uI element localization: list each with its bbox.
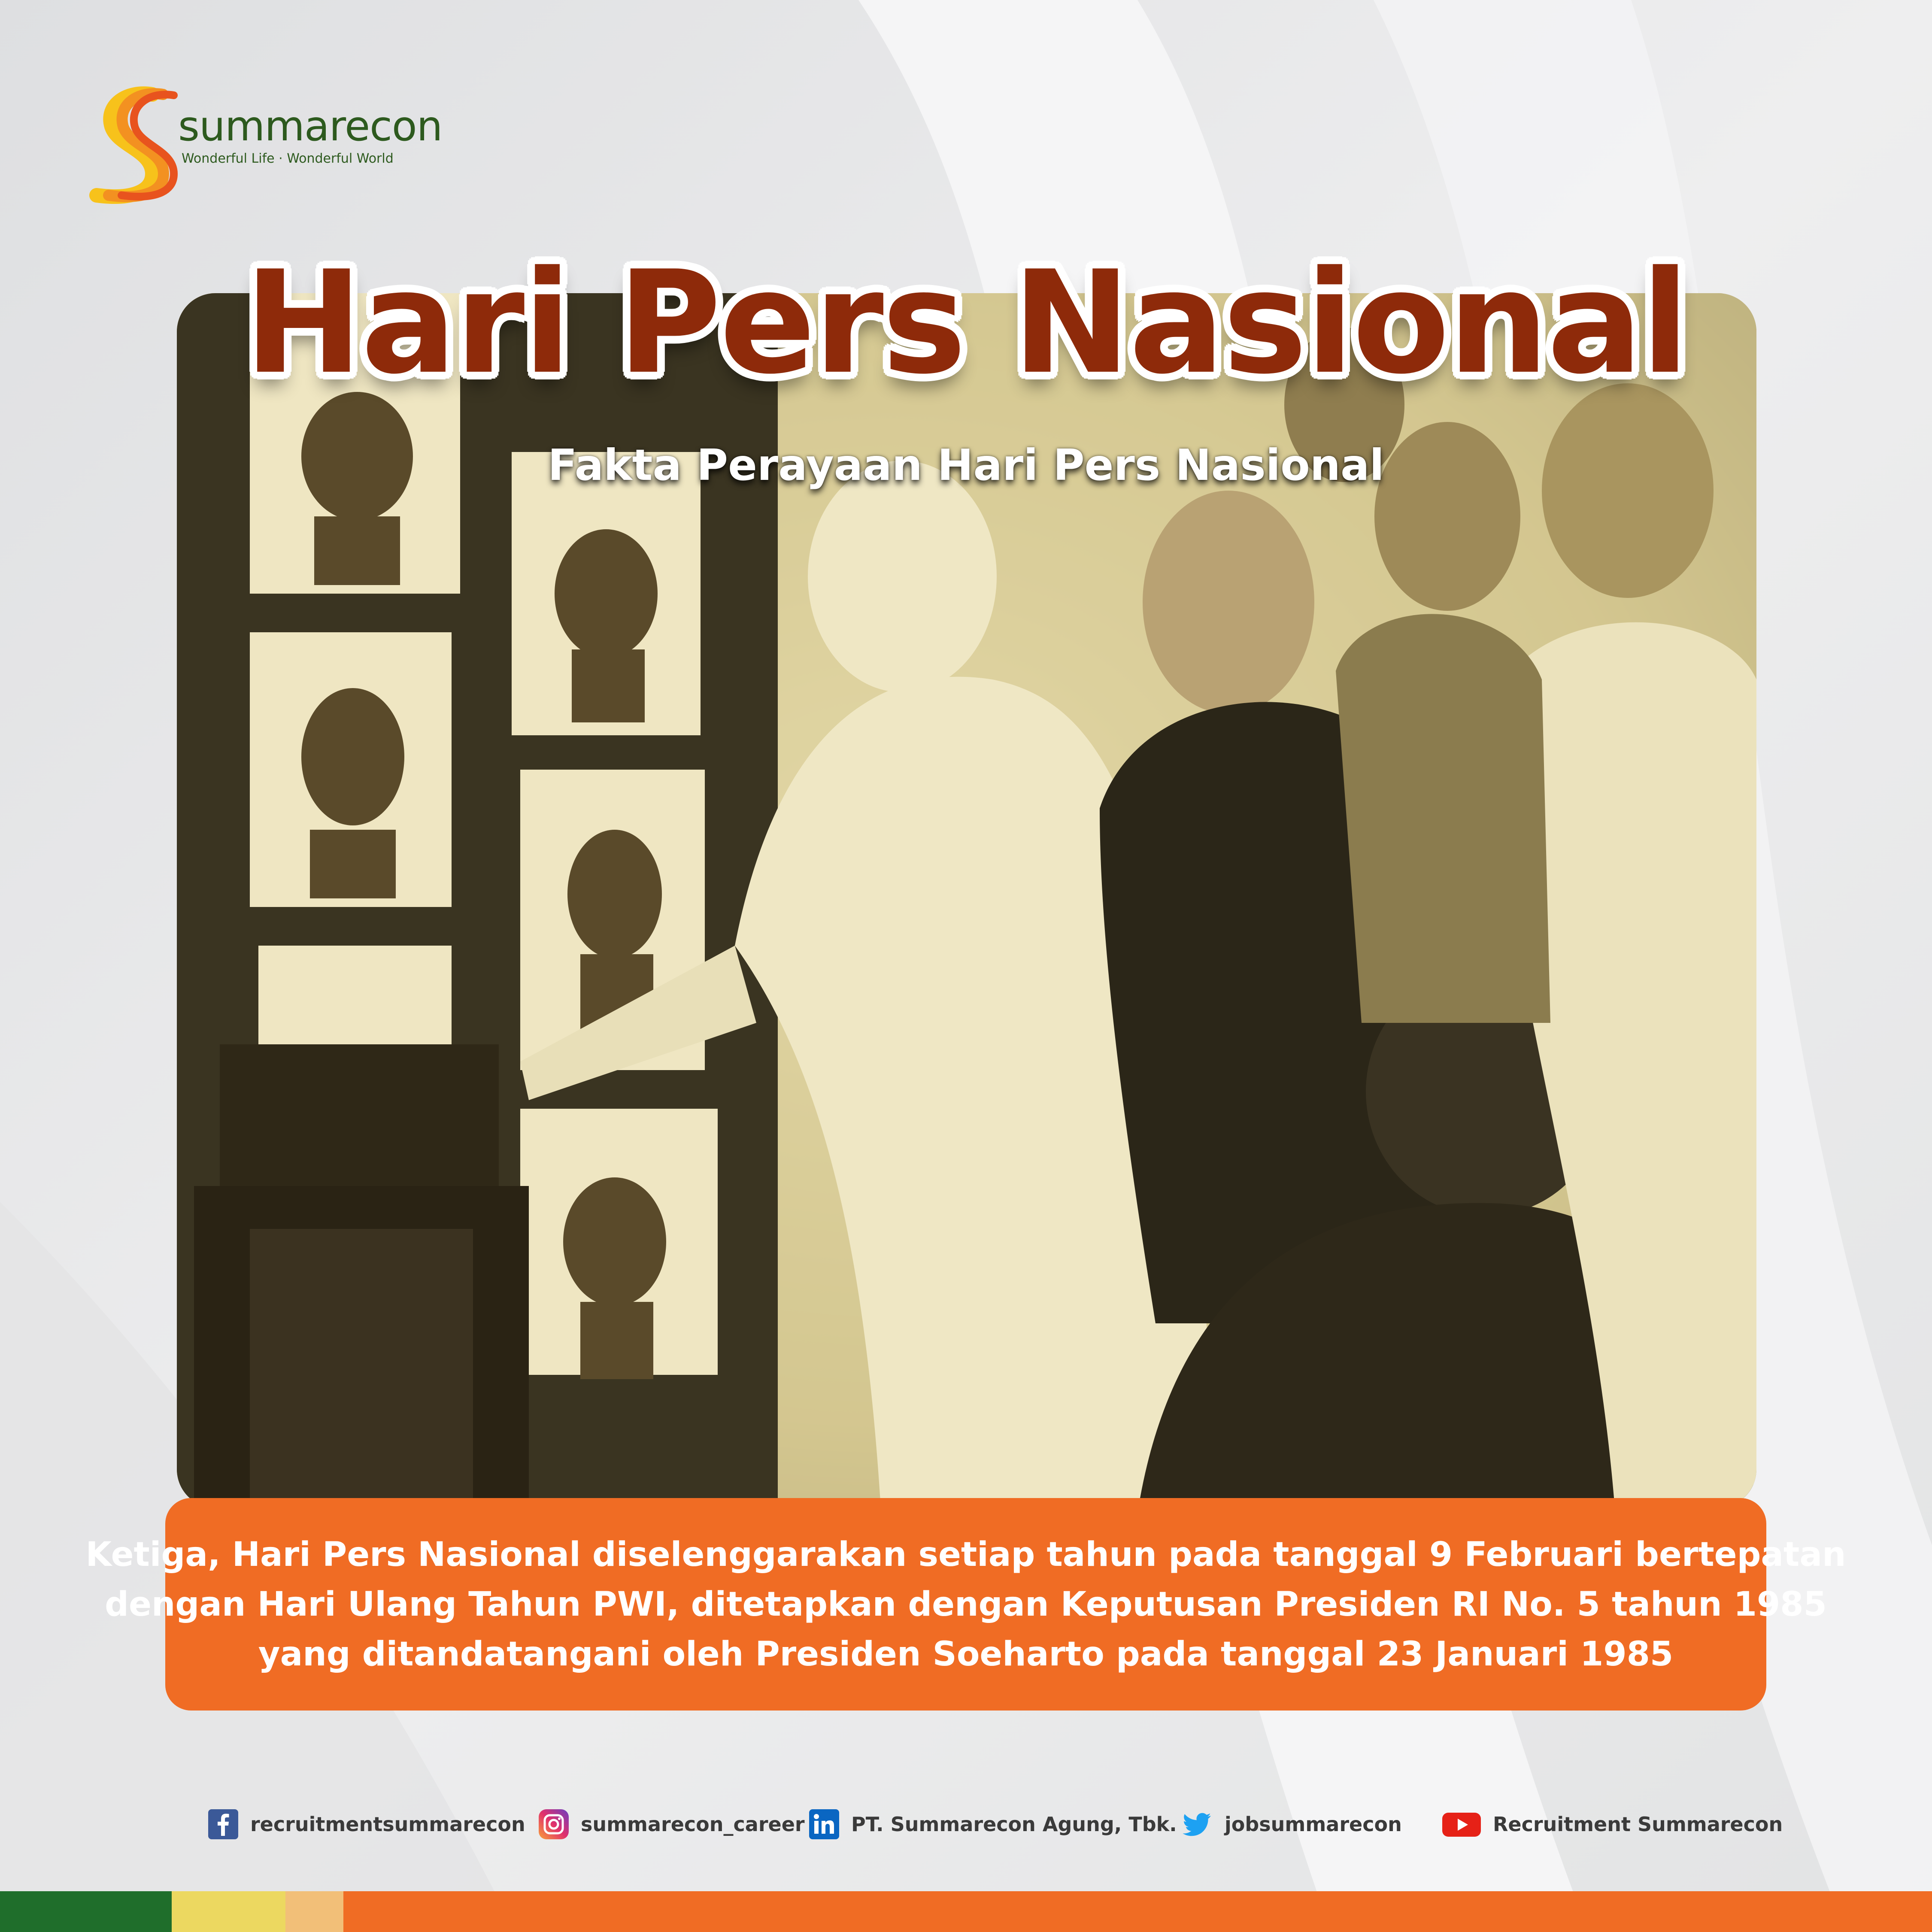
page-title: Hari Pers Nasional — [244, 240, 1688, 405]
bottom-band-green — [0, 1891, 172, 1932]
twitter-icon — [1183, 1809, 1213, 1839]
caption-box — [85, 1498, 1846, 1711]
brand-tagline: Wonderful Life · Wonderful World — [182, 151, 394, 166]
social-label: recruitmentsummarecon — [250, 1813, 525, 1836]
summarecon-s-mark-icon — [88, 86, 178, 210]
youtube-icon — [1442, 1809, 1481, 1839]
social-instagram[interactable] — [539, 1805, 805, 1844]
social-twitter[interactable] — [1183, 1805, 1402, 1844]
social-label: jobsummarecon — [1225, 1813, 1402, 1836]
caption-line-2: dengan Hari Ulang Tahun PWI, ditetapkan dengan Keputusan Presiden RI No. 5 tahun 1985 — [105, 1585, 1827, 1624]
social-label: PT. Summarecon Agung, Tbk. — [851, 1813, 1177, 1836]
caption-line-3: yang ditandatangani oleh Presiden Soeharto pada tanggal 23 Januari 1985 — [258, 1635, 1674, 1674]
social-youtube[interactable] — [1442, 1805, 1783, 1844]
social-label: Recruitment Summarecon — [1493, 1813, 1783, 1836]
instagram-icon — [539, 1809, 569, 1839]
summarecon-logo — [88, 86, 443, 210]
brand-name: summarecon — [178, 102, 443, 150]
social-facebook[interactable] — [208, 1805, 525, 1844]
page-subtitle: Fakta Perayaan Hari Pers Nasional — [548, 440, 1384, 490]
social-label: summarecon_career — [581, 1813, 805, 1836]
linkedin-icon — [809, 1809, 839, 1839]
facebook-icon — [208, 1809, 238, 1839]
bottom-band-peach — [285, 1891, 343, 1932]
bottom-band-orange — [343, 1891, 1932, 1932]
caption-line-1: Ketiga, Hari Pers Nasional diselenggarakan setiap tahun pada tanggal 9 Februari bertepatan — [85, 1535, 1846, 1574]
social-linkedin[interactable] — [809, 1805, 1177, 1844]
bottom-band-yellow — [172, 1891, 285, 1932]
